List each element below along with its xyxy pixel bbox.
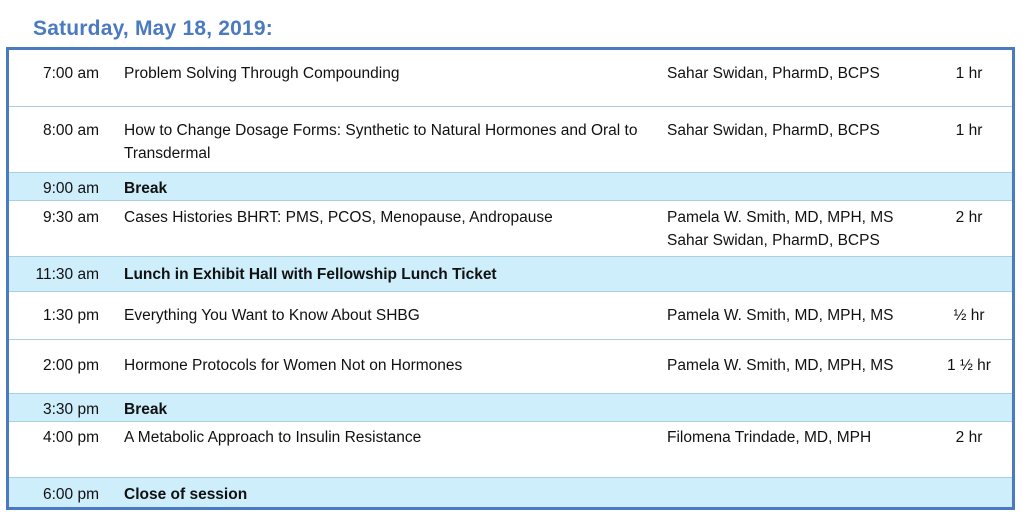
session-time: 9:00 am xyxy=(42,180,99,197)
session-speakers xyxy=(667,206,937,252)
table-row xyxy=(9,50,1012,107)
session-speakers xyxy=(667,426,937,449)
session-title: Everything You Want to Know About SHBG xyxy=(124,307,420,324)
session-title: Problem Solving Through Compounding xyxy=(124,65,400,82)
break-row xyxy=(9,173,1012,201)
session-duration: 1 hr xyxy=(955,65,983,82)
session-time: 8:00 am xyxy=(42,122,99,139)
session-speakers xyxy=(667,119,937,142)
table-row xyxy=(9,292,1012,340)
session-speakers xyxy=(667,354,937,377)
speaker-name: Pamela W. Smith, MD, MPH, MS xyxy=(667,357,894,374)
speaker-name: Sahar Swidan, PharmD, BCPS xyxy=(667,122,880,139)
session-title: Lunch in Exhibit Hall with Fellowship Lunch Ticket xyxy=(124,266,497,283)
session-time: 6:00 pm xyxy=(42,486,99,503)
session-title: Close of session xyxy=(124,486,248,503)
break-row xyxy=(9,257,1012,292)
session-time: 1:30 pm xyxy=(42,307,99,324)
session-time: 11:30 am xyxy=(35,266,99,283)
session-speakers xyxy=(667,304,937,327)
session-time: 9:30 am xyxy=(42,209,99,226)
session-speakers xyxy=(667,62,937,85)
speaker-name: Filomena Trindade, MD, MPH xyxy=(667,429,872,446)
session-duration: 2 hr xyxy=(955,429,983,446)
table-row xyxy=(9,422,1012,478)
session-title: How to Change Dosage Forms: Synthetic to Natural Hormones and Oral to Transdermal xyxy=(124,122,638,162)
session-title: Break xyxy=(124,401,168,418)
session-duration: 2 hr xyxy=(955,209,983,226)
session-title: Cases Histories BHRT: PMS, PCOS, Menopause, Andropause xyxy=(124,209,553,226)
table-row xyxy=(9,340,1012,394)
speaker-name: Pamela W. Smith, MD, MPH, MS xyxy=(667,307,894,324)
schedule-table xyxy=(6,47,1015,510)
session-duration: 1 ½ hr xyxy=(947,357,991,374)
session-title: Break xyxy=(124,180,168,197)
day-heading: Saturday, May 18, 2019: xyxy=(33,17,273,40)
speaker-name: Pamela W. Smith, MD, MPH, MS xyxy=(667,209,894,226)
session-duration: ½ hr xyxy=(953,307,985,324)
session-time: 3:30 pm xyxy=(42,401,99,418)
session-time: 4:00 pm xyxy=(42,429,99,446)
speaker-name: Sahar Swidan, PharmD, BCPS xyxy=(667,65,880,82)
table-row xyxy=(9,201,1012,257)
session-title: Hormone Protocols for Women Not on Hormones xyxy=(124,357,463,374)
break-row xyxy=(9,478,1012,507)
session-time: 2:00 pm xyxy=(42,357,99,374)
speaker-name: Sahar Swidan, PharmD, BCPS xyxy=(667,232,880,249)
session-time: 7:00 am xyxy=(42,65,99,82)
session-title: A Metabolic Approach to Insulin Resistance xyxy=(124,429,422,446)
session-duration: 1 hr xyxy=(955,122,983,139)
table-row xyxy=(9,107,1012,173)
break-row xyxy=(9,394,1012,422)
